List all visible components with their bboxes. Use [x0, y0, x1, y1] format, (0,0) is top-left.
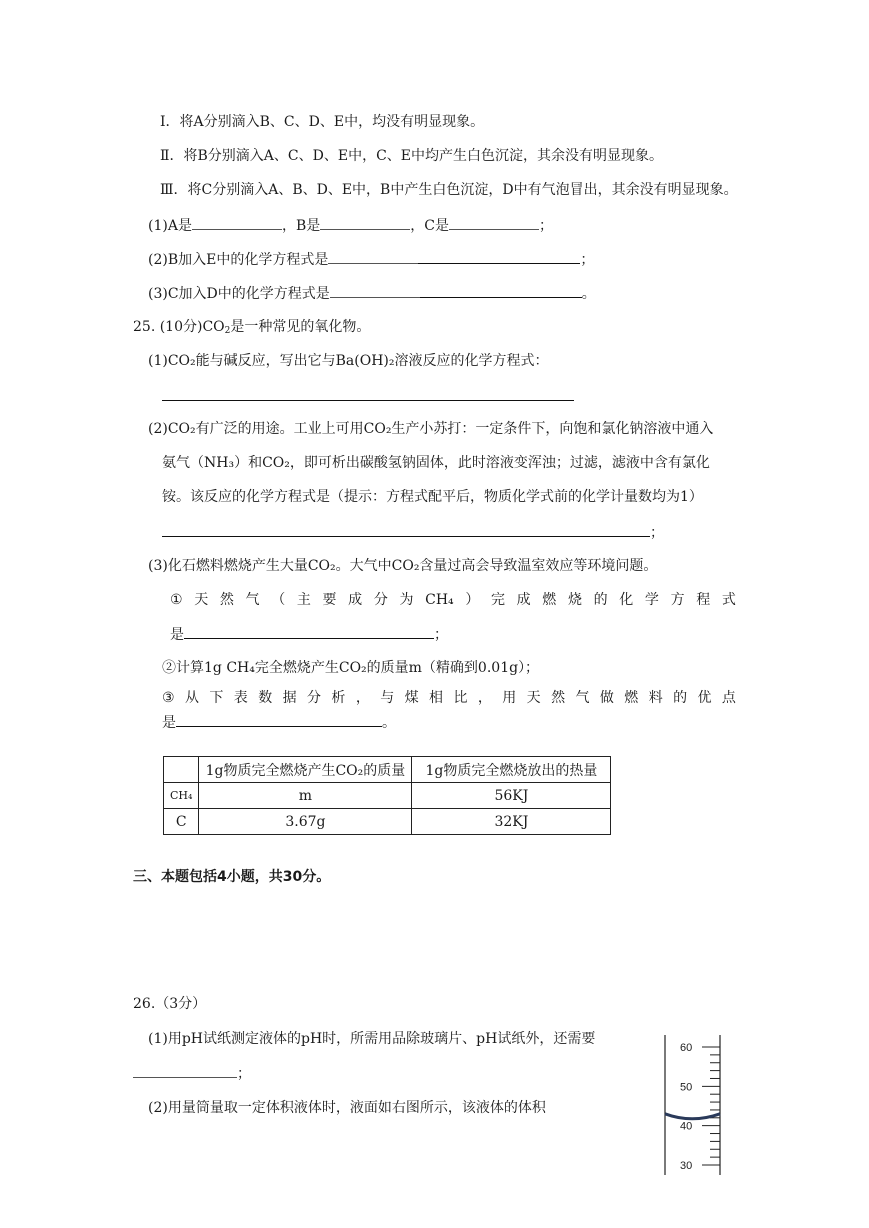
- punct: ；: [237, 1066, 251, 1082]
- justified-char: 比: [453, 690, 468, 706]
- justified-char: 然: [219, 592, 234, 608]
- answer-line-q25-2[interactable]: [162, 522, 650, 537]
- justified-char: 的: [593, 592, 608, 608]
- q25-part3-3-cont: [162, 712, 396, 733]
- answer-blank-c[interactable]: [449, 215, 539, 230]
- table-cell: C: [164, 809, 199, 835]
- q25-part1: (1)CO₂能与碱反应，写出它与Ba(OH)₂溶液反应的化学方程式：: [148, 353, 549, 369]
- answer-line-q25-3-1[interactable]: [184, 624, 434, 639]
- q24-b-label: ，B是: [281, 218, 321, 234]
- justified-char: 成: [516, 592, 531, 608]
- q24-c-label: ，C是: [410, 218, 449, 234]
- justified-char: 然: [551, 690, 566, 706]
- justified-char: 的: [673, 690, 688, 706]
- justified-char: CH₄: [425, 592, 454, 608]
- justified-char: 化: [619, 592, 634, 608]
- step-3: Ⅲ．将C分别滴入A、B、D、E中，B中产生白色沉淀，D中有气泡冒出，其余没有明显现象。: [160, 182, 738, 198]
- q24-part2-label: (2)B加入E中的化学方程式是: [148, 252, 329, 268]
- table-cell: 32KJ: [412, 809, 611, 835]
- q25-part2-line1: (2)CO₂有广泛的用途。工业上可用CO₂生产小苏打：一定条件下，向饱和氯化钠溶液中通入: [148, 421, 714, 437]
- justified-char: 气: [575, 690, 590, 706]
- justified-char: 析: [331, 690, 346, 706]
- table-row: [164, 809, 611, 835]
- justified-char: ）: [465, 592, 480, 608]
- answer-blank-eq1b[interactable]: [418, 249, 580, 264]
- step-1: Ⅰ．将A分别滴入B、C、D、E中，均没有明显现象。: [160, 114, 485, 130]
- justified-char: 相: [429, 690, 444, 706]
- justified-char: 气: [245, 592, 260, 608]
- justified-char: 从: [184, 690, 199, 706]
- answer-blank-eq2b[interactable]: [420, 283, 582, 298]
- justified-char: 燃: [542, 592, 557, 608]
- answer-blank-q26-1[interactable]: [133, 1063, 237, 1078]
- q25-text: 是一种常见的氧化物。: [230, 319, 371, 335]
- justified-char: ，: [355, 690, 370, 706]
- text-shi: 是: [162, 715, 176, 731]
- q25-part2-line3: 铵。该反应的化学方程式是（提示：方程式配平后，物质化学式前的化学计量数均为1）: [162, 489, 703, 505]
- text-shi: 是: [170, 627, 184, 643]
- justified-char: 据: [282, 690, 297, 706]
- cylinder-ticks: [702, 1047, 720, 1165]
- tick-label: 50: [680, 1081, 693, 1094]
- cylinder-tick-labels: [680, 1042, 692, 1172]
- justified-char: 要: [322, 592, 337, 608]
- justified-char: ，: [477, 690, 492, 706]
- table-header-cell: 1g物质完全燃烧产生CO₂的质量: [199, 757, 412, 783]
- justified-char: ①: [170, 592, 183, 608]
- q25-number: 25.: [133, 319, 156, 335]
- step-2: Ⅱ．将B分别滴入A、C、D、E中，C、E中均产生白色沉淀，其余没有明显现象。: [160, 148, 664, 164]
- justified-char: 学: [644, 592, 659, 608]
- justified-char: 燃: [624, 690, 639, 706]
- data-table: [163, 756, 611, 835]
- q25-part3-1: [170, 590, 736, 610]
- answer-blank-a[interactable]: [192, 215, 282, 230]
- q24-part3: [148, 283, 596, 304]
- q25-part3-3: [162, 688, 736, 708]
- answer-line-q25-1[interactable]: [162, 400, 574, 401]
- justified-char: 天: [526, 690, 541, 706]
- justified-char: 用: [502, 690, 517, 706]
- q24-part1: [148, 215, 553, 236]
- tick-label: 60: [680, 1042, 693, 1054]
- q26-part1-answer: [133, 1063, 251, 1084]
- q25-score: (10分): [159, 319, 203, 335]
- graduated-cylinder-figure: [660, 1035, 725, 1175]
- table-header-cell: 1g物质完全燃烧放出的热量: [412, 757, 611, 783]
- answer-blank-eq1a[interactable]: [328, 249, 418, 264]
- punct: ；: [538, 218, 553, 234]
- q25-part3-2: ②计算1g CH₄完全燃烧产生CO₂的质量m（精确到0.01g）；: [162, 660, 540, 676]
- punct: 。: [382, 715, 396, 731]
- table-cell: 3.67g: [199, 809, 412, 835]
- punct: ；: [580, 252, 595, 268]
- q26-part2: (2)用量筒量取一定体积液体时，液面如右图所示，该液体的体积: [148, 1100, 546, 1116]
- justified-char: 优: [697, 690, 712, 706]
- justified-char: 点: [721, 690, 736, 706]
- section-3-title: 三、本题包括4小题，共30分。: [133, 869, 331, 885]
- justified-char: 煤: [404, 690, 419, 706]
- table-cell: m: [199, 783, 412, 809]
- q24-part2: [148, 249, 594, 270]
- punct: ；: [434, 627, 448, 643]
- table-header-row: [164, 757, 611, 783]
- q26-heading: 26.（3分）: [133, 996, 207, 1012]
- q25-co: CO: [202, 319, 225, 335]
- justified-char: 数: [258, 690, 273, 706]
- justified-char: （: [271, 592, 286, 608]
- q24-part3-label: (3)C加入D中的化学方程式是: [148, 286, 330, 302]
- justified-char: 表: [233, 690, 248, 706]
- justified-char: 烧: [567, 592, 582, 608]
- justified-char: ③: [162, 690, 175, 706]
- justified-char: 分: [307, 690, 321, 706]
- q25-heading: [133, 317, 370, 337]
- punct: 。: [581, 286, 596, 302]
- justified-char: 料: [648, 690, 663, 706]
- answer-line-q25-3-3[interactable]: [176, 712, 382, 727]
- tick-label: 40: [680, 1120, 693, 1133]
- justified-char: 做: [599, 690, 614, 706]
- justified-char: 天: [194, 592, 209, 608]
- q25-part2-line2: 氨气（NH₃）和CO₂，即可析出碳酸氢钠固体，此时溶液变浑浊；过滤，滤液中含有氯化: [162, 455, 710, 471]
- justified-char: 方: [670, 592, 685, 608]
- q25-sub: 2: [224, 326, 231, 336]
- table-row: [164, 783, 611, 809]
- justified-char: 与: [380, 690, 395, 706]
- justified-char: 成: [348, 592, 363, 608]
- answer-blank-eq2a[interactable]: [330, 283, 420, 298]
- justified-char: 为: [399, 592, 414, 608]
- justified-char: 程: [696, 592, 711, 608]
- justified-char: 完: [490, 592, 505, 608]
- justified-char: 主: [296, 592, 311, 608]
- answer-blank-b[interactable]: [320, 215, 410, 230]
- q26-part1: (1)用pH试纸测定液体的pH时，所需用品除玻璃片、pH试纸外，还需要: [148, 1031, 596, 1047]
- justified-char: 式: [721, 592, 736, 608]
- tick-label: 30: [680, 1160, 693, 1172]
- justified-char: 下: [209, 690, 224, 706]
- table-header-cell: [164, 757, 199, 783]
- punct: ；: [650, 525, 664, 541]
- table-cell: 56KJ: [412, 783, 611, 809]
- table-cell: CH₄: [164, 783, 199, 809]
- q25-part2-answer: [162, 522, 664, 543]
- q25-part3-1-cont: [170, 624, 448, 645]
- q24-a-label: (1)A是: [148, 218, 192, 234]
- q25-part3: (3)化石燃料燃烧产生大量CO₂。大气中CO₂含量过高会导致温室效应等环境问题。: [148, 558, 658, 574]
- justified-char: 分: [373, 592, 388, 608]
